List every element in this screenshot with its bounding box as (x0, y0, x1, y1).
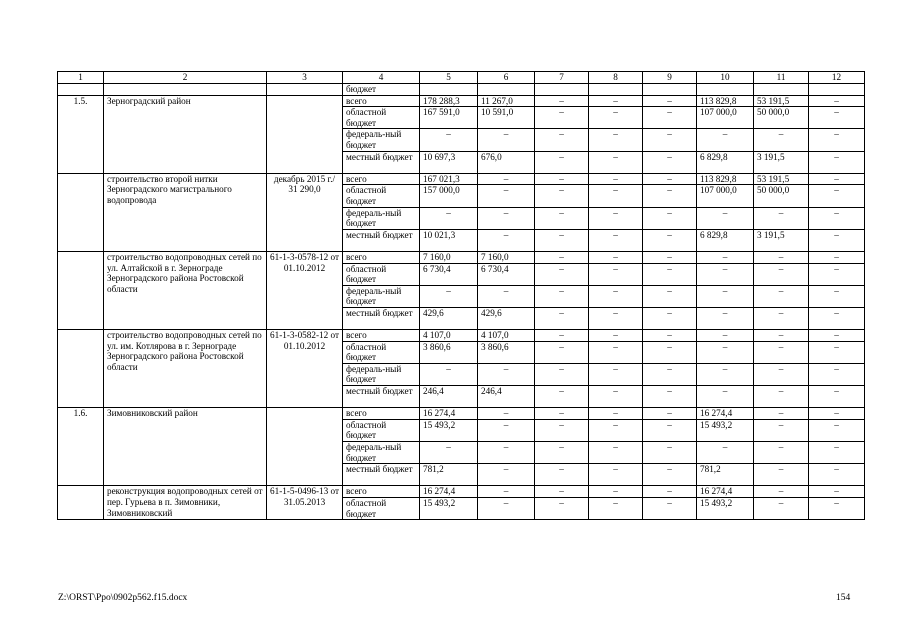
amount-cell: – (643, 486, 697, 498)
amount-cell: – (478, 207, 535, 229)
amount-cell: – (643, 107, 697, 129)
amount-cell: 246,4 (420, 386, 478, 408)
amount-cell: – (809, 129, 865, 151)
amount-cell: – (754, 497, 809, 519)
amount-cell: 3 860,6 (420, 341, 478, 363)
table-row (58, 84, 865, 96)
amount-cell: – (535, 307, 589, 329)
amount-cell: – (478, 486, 535, 498)
amount-cell: – (754, 307, 809, 329)
table-body (58, 84, 865, 520)
amount-cell: – (754, 263, 809, 285)
funding-source: всего (343, 251, 420, 263)
amount-cell: – (809, 486, 865, 498)
amount-cell: 3 191,5 (754, 229, 809, 251)
amount-cell: – (643, 386, 697, 408)
amount-cell: – (478, 229, 535, 251)
amount-cell: 16 274,4 (420, 486, 478, 498)
funding-source: местный бюджет (343, 229, 420, 251)
amount-cell: – (535, 285, 589, 307)
object-details (267, 95, 343, 173)
amount-cell: 6 829,8 (697, 151, 754, 173)
amount-cell: 50 000,0 (754, 185, 809, 207)
amount-cell: – (643, 497, 697, 519)
amount-cell: – (754, 363, 809, 385)
column-header: 6 (478, 72, 535, 84)
amount-cell: – (697, 207, 754, 229)
amount-cell: 11 267,0 (478, 95, 535, 107)
amount-cell: 781,2 (697, 464, 754, 486)
row-number (58, 84, 104, 96)
amount-cell: 107 000,0 (697, 107, 754, 129)
amount-cell: – (643, 330, 697, 342)
amount-cell: 15 493,2 (697, 419, 754, 441)
column-header: 10 (697, 72, 754, 84)
amount-cell: – (809, 185, 865, 207)
amount-cell: 15 493,2 (420, 419, 478, 441)
amount-cell: 16 274,4 (420, 408, 478, 420)
funding-source: областной бюджет (343, 107, 420, 129)
table-row (58, 486, 865, 498)
amount-cell: – (535, 129, 589, 151)
amount-cell: – (697, 363, 754, 385)
amount-cell: – (643, 307, 697, 329)
amount-cell: – (589, 386, 643, 408)
amount-cell: – (754, 207, 809, 229)
amount-cell: – (535, 173, 589, 185)
amount-cell: – (754, 408, 809, 420)
amount-cell: – (589, 173, 643, 185)
amount-cell: – (535, 419, 589, 441)
amount-cell: 4 107,0 (478, 330, 535, 342)
funding-source: местный бюджет (343, 307, 420, 329)
amount-cell: 676,0 (478, 151, 535, 173)
amount-cell (420, 84, 478, 96)
amount-cell: – (589, 497, 643, 519)
funding-source: федераль-ный бюджет (343, 129, 420, 151)
amount-cell: 107 000,0 (697, 185, 754, 207)
amount-cell: – (754, 251, 809, 263)
amount-cell: – (697, 307, 754, 329)
amount-cell: – (535, 464, 589, 486)
amount-cell: – (535, 497, 589, 519)
amount-cell: – (809, 95, 865, 107)
amount-cell: – (697, 330, 754, 342)
funding-source: федераль-ный бюджет (343, 207, 420, 229)
amount-cell: – (809, 285, 865, 307)
amount-cell: 113 829,8 (697, 173, 754, 185)
funding-source: местный бюджет (343, 151, 420, 173)
row-number (58, 486, 104, 520)
row-number (58, 173, 104, 251)
amount-cell: – (643, 207, 697, 229)
budget-table (57, 71, 865, 520)
amount-cell: – (589, 419, 643, 441)
amount-cell: – (420, 207, 478, 229)
object-name: строительство водопроводных сетей по ул. им. Котлярова в г. Зернограде Зерноградского района Ростовской области (104, 330, 267, 408)
amount-cell: – (478, 442, 535, 464)
amount-cell: – (589, 341, 643, 363)
amount-cell: – (809, 408, 865, 420)
table-header (58, 72, 865, 84)
amount-cell: – (420, 285, 478, 307)
table-row (58, 173, 865, 185)
amount-cell: – (643, 285, 697, 307)
amount-cell: – (420, 442, 478, 464)
amount-cell: – (589, 263, 643, 285)
amount-cell: 167 591,0 (420, 107, 478, 129)
column-header: 4 (343, 72, 420, 84)
amount-cell: – (754, 419, 809, 441)
amount-cell: 167 021,3 (420, 173, 478, 185)
column-header: 11 (754, 72, 809, 84)
amount-cell: – (478, 464, 535, 486)
row-number (58, 330, 104, 408)
amount-cell: 4 107,0 (420, 330, 478, 342)
amount-cell: – (589, 408, 643, 420)
amount-cell (697, 84, 754, 96)
amount-cell: 10 021,3 (420, 229, 478, 251)
amount-cell: 10 591,0 (478, 107, 535, 129)
amount-cell (643, 84, 697, 96)
amount-cell: – (535, 486, 589, 498)
amount-cell: – (809, 151, 865, 173)
amount-cell: – (754, 442, 809, 464)
amount-cell: – (809, 107, 865, 129)
amount-cell: – (697, 341, 754, 363)
object-name: реконструкция водопроводных сетей от пер. Гурьева в п. Зимовники, Зимовниковский (104, 486, 267, 520)
amount-cell: – (589, 464, 643, 486)
amount-cell: – (478, 173, 535, 185)
row-number: 1.5. (58, 95, 104, 173)
amount-cell: – (589, 251, 643, 263)
amount-cell: 6 829,8 (697, 229, 754, 251)
amount-cell: – (809, 229, 865, 251)
funding-source: всего (343, 486, 420, 498)
amount-cell (478, 84, 535, 96)
amount-cell: – (697, 285, 754, 307)
amount-cell: – (478, 285, 535, 307)
amount-cell: – (478, 419, 535, 441)
amount-cell: – (589, 107, 643, 129)
amount-cell: – (589, 207, 643, 229)
amount-cell: 16 274,4 (697, 408, 754, 420)
amount-cell: – (589, 330, 643, 342)
funding-source: местный бюджет (343, 464, 420, 486)
amount-cell: – (535, 229, 589, 251)
funding-source: областной бюджет (343, 185, 420, 207)
amount-cell: 53 191,5 (754, 95, 809, 107)
amount-cell: 16 274,4 (697, 486, 754, 498)
amount-cell: – (643, 464, 697, 486)
row-number (58, 251, 104, 329)
column-header: 2 (104, 72, 267, 84)
funding-source: всего (343, 95, 420, 107)
column-header: 5 (420, 72, 478, 84)
object-details: 61-1-3-0582-12 от 01.10.2012 (267, 330, 343, 408)
object-details (267, 84, 343, 96)
amount-cell: – (809, 173, 865, 185)
amount-cell: – (535, 185, 589, 207)
amount-cell: – (478, 408, 535, 420)
funding-source: всего (343, 408, 420, 420)
object-name: строительство второй нитки Зерноградского магистрального водопровода (104, 173, 267, 251)
amount-cell: – (754, 285, 809, 307)
object-name: строительство водопроводных сетей по ул. Алтайской в г. Зернограде Зерноградского района Ростовской области (104, 251, 267, 329)
amount-cell: 781,2 (420, 464, 478, 486)
amount-cell: – (643, 151, 697, 173)
amount-cell: – (535, 341, 589, 363)
amount-cell: – (809, 386, 865, 408)
table-row (58, 330, 865, 342)
amount-cell: – (643, 341, 697, 363)
object-details: декабрь 2015 г./ 31 290,0 (267, 173, 343, 251)
amount-cell: 429,6 (478, 307, 535, 329)
amount-cell (535, 84, 589, 96)
funding-source: местный бюджет (343, 386, 420, 408)
amount-cell: – (589, 307, 643, 329)
amount-cell: 15 493,2 (697, 497, 754, 519)
amount-cell: – (643, 363, 697, 385)
table-row (58, 251, 865, 263)
amount-cell: – (643, 185, 697, 207)
amount-cell: 15 493,2 (420, 497, 478, 519)
amount-cell: – (643, 95, 697, 107)
amount-cell: – (754, 464, 809, 486)
amount-cell: – (809, 419, 865, 441)
amount-cell: – (809, 207, 865, 229)
amount-cell: – (535, 251, 589, 263)
amount-cell: – (478, 185, 535, 207)
amount-cell: – (697, 386, 754, 408)
object-name (104, 84, 267, 96)
column-header: 12 (809, 72, 865, 84)
column-header: 8 (589, 72, 643, 84)
amount-cell: – (478, 497, 535, 519)
amount-cell: 6 730,4 (478, 263, 535, 285)
amount-cell: – (643, 129, 697, 151)
column-header: 1 (58, 72, 104, 84)
amount-cell: – (809, 330, 865, 342)
funding-source: областной бюджет (343, 419, 420, 441)
object-details (267, 408, 343, 486)
object-details: 61-1-3-0578-12 от 01.10.2012 (267, 251, 343, 329)
object-details: 61-1-5-0496-13 от 31.05.2013 (267, 486, 343, 520)
amount-cell: – (535, 386, 589, 408)
object-name: Зерноградский район (104, 95, 267, 173)
amount-cell: – (809, 307, 865, 329)
amount-cell: – (754, 341, 809, 363)
amount-cell (809, 84, 865, 96)
amount-cell: – (535, 95, 589, 107)
amount-cell: – (589, 95, 643, 107)
amount-cell: – (809, 497, 865, 519)
amount-cell: – (420, 129, 478, 151)
funding-source: бюджет (343, 84, 420, 96)
amount-cell: – (478, 363, 535, 385)
amount-cell: – (535, 408, 589, 420)
amount-cell: – (809, 464, 865, 486)
amount-cell: – (535, 151, 589, 173)
amount-cell: – (643, 263, 697, 285)
amount-cell: – (643, 229, 697, 251)
funding-source: областной бюджет (343, 497, 420, 519)
column-header: 7 (535, 72, 589, 84)
amount-cell: 429,6 (420, 307, 478, 329)
amount-cell: – (697, 129, 754, 151)
amount-cell: 53 191,5 (754, 173, 809, 185)
amount-cell: 3 860,6 (478, 341, 535, 363)
funding-source: федераль-ный бюджет (343, 442, 420, 464)
amount-cell: – (754, 129, 809, 151)
amount-cell: – (643, 173, 697, 185)
amount-cell: – (535, 107, 589, 129)
amount-cell: – (809, 341, 865, 363)
amount-cell: – (589, 129, 643, 151)
amount-cell: – (754, 386, 809, 408)
amount-cell: – (589, 229, 643, 251)
amount-cell: 113 829,8 (697, 95, 754, 107)
funding-source: всего (343, 330, 420, 342)
amount-cell: – (643, 442, 697, 464)
amount-cell: – (809, 251, 865, 263)
amount-cell: 7 160,0 (478, 251, 535, 263)
row-number: 1.6. (58, 408, 104, 486)
amount-cell: – (535, 363, 589, 385)
amount-cell: – (697, 442, 754, 464)
funding-source: всего (343, 173, 420, 185)
amount-cell: – (535, 263, 589, 285)
amount-cell: – (754, 486, 809, 498)
column-header: 9 (643, 72, 697, 84)
amount-cell: – (809, 363, 865, 385)
amount-cell (754, 84, 809, 96)
amount-cell: – (589, 486, 643, 498)
amount-cell: 157 000,0 (420, 185, 478, 207)
amount-cell: – (535, 207, 589, 229)
amount-cell: 7 160,0 (420, 251, 478, 263)
amount-cell: 3 191,5 (754, 151, 809, 173)
amount-cell: – (589, 285, 643, 307)
funding-source: областной бюджет (343, 263, 420, 285)
amount-cell: 6 730,4 (420, 263, 478, 285)
object-name: Зимовниковский район (104, 408, 267, 486)
amount-cell: – (697, 263, 754, 285)
amount-cell: – (589, 363, 643, 385)
amount-cell: – (643, 408, 697, 420)
funding-source: областной бюджет (343, 341, 420, 363)
amount-cell: – (420, 363, 478, 385)
footer-file-path: Z:\ORST\Ppo\0902p562.f15.docx (58, 593, 188, 603)
table-row (58, 408, 865, 420)
table-row (58, 95, 865, 107)
page-number: 154 (836, 593, 851, 603)
amount-cell: 10 697,3 (420, 151, 478, 173)
amount-cell: 50 000,0 (754, 107, 809, 129)
amount-cell: – (697, 251, 754, 263)
amount-cell: – (643, 419, 697, 441)
amount-cell: 246,4 (478, 386, 535, 408)
amount-cell: – (535, 330, 589, 342)
header-row (58, 72, 865, 84)
amount-cell: – (589, 185, 643, 207)
column-header: 3 (267, 72, 343, 84)
funding-source: федераль-ный бюджет (343, 285, 420, 307)
amount-cell: – (535, 442, 589, 464)
amount-cell: – (643, 251, 697, 263)
amount-cell: – (809, 263, 865, 285)
amount-cell: – (754, 330, 809, 342)
amount-cell: – (589, 442, 643, 464)
funding-source: федераль-ный бюджет (343, 363, 420, 385)
amount-cell: 178 288,3 (420, 95, 478, 107)
amount-cell: – (478, 129, 535, 151)
amount-cell: – (589, 151, 643, 173)
amount-cell: – (809, 442, 865, 464)
amount-cell (589, 84, 643, 96)
